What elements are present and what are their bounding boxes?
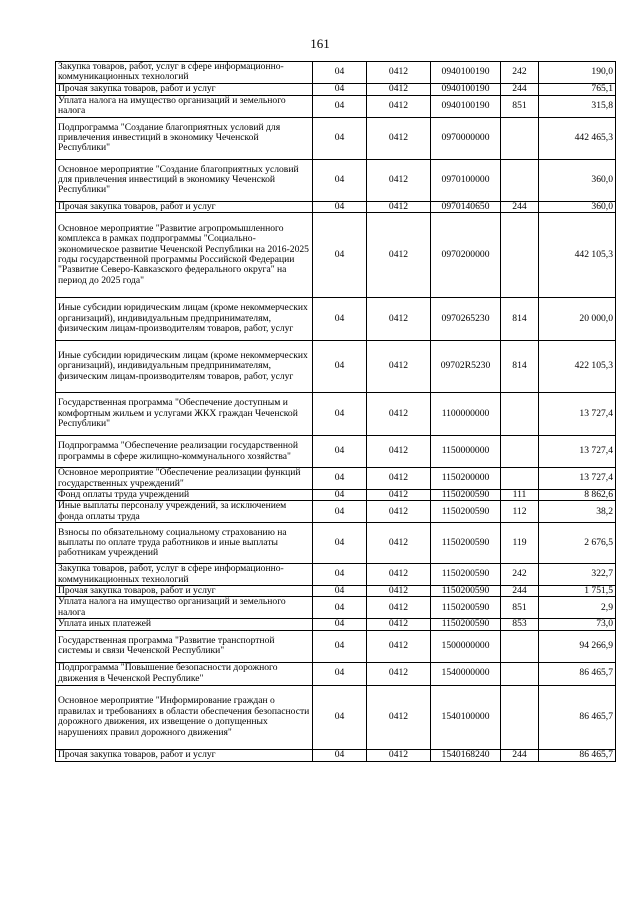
item-name-cell: Основное мероприятие "Развитие агропромышленного комплекса в рамках подпрограммы "Социально-экономическое развитие Чеченской Республики на 2016-2025 годы государственной программы Российской Федерации "Развитие Северо-Кавказского федерального округа" на период до 2025 года"	[56, 213, 313, 298]
amount-cell: 38,2	[539, 501, 616, 523]
subsection-code-cell: 0412	[367, 501, 431, 523]
article-code-cell: 1150200590	[431, 619, 501, 630]
item-name-cell: Уплата налога на имущество организаций и земельного налога	[56, 95, 313, 117]
table-row	[56, 619, 616, 630]
section-code-cell: 04	[313, 619, 367, 630]
amount-cell: 422 105,3	[539, 341, 616, 393]
expense-type-cell: 244	[501, 83, 539, 95]
table-row	[56, 468, 616, 490]
article-code-cell: 1150200590	[431, 523, 501, 564]
article-code-cell: 1500000000	[431, 630, 501, 662]
item-name-cell: Иные выплаты персоналу учреждений, за исключением фонда оплаты труда	[56, 501, 313, 523]
expense-type-cell: 242	[501, 62, 539, 84]
section-code-cell: 04	[313, 501, 367, 523]
article-code-cell: 0970100000	[431, 159, 501, 201]
amount-cell: 322,7	[539, 564, 616, 586]
table-row	[56, 117, 616, 159]
article-code-cell: 1150000000	[431, 436, 501, 468]
amount-cell: 360,0	[539, 201, 616, 212]
subsection-code-cell: 0412	[367, 586, 431, 597]
subsection-code-cell: 0412	[367, 393, 431, 436]
section-code-cell: 04	[313, 62, 367, 84]
amount-cell: 13 727,4	[539, 393, 616, 436]
subsection-code-cell: 0412	[367, 95, 431, 117]
table-row	[56, 490, 616, 501]
subsection-code-cell: 0412	[367, 201, 431, 212]
expense-type-cell: 244	[501, 586, 539, 597]
section-code-cell: 04	[313, 749, 367, 761]
item-name-cell: Прочая закупка товаров, работ и услуг	[56, 201, 313, 212]
subsection-code-cell: 0412	[367, 436, 431, 468]
table-row	[56, 341, 616, 393]
amount-cell: 8 862,6	[539, 490, 616, 501]
section-code-cell: 04	[313, 436, 367, 468]
expense-type-cell: 242	[501, 564, 539, 586]
section-code-cell: 04	[313, 83, 367, 95]
table-row	[56, 62, 616, 84]
amount-cell: 13 727,4	[539, 436, 616, 468]
section-code-cell: 04	[313, 468, 367, 490]
article-code-cell: 0940100190	[431, 62, 501, 84]
item-name-cell: Прочая закупка товаров, работ и услуг	[56, 586, 313, 597]
subsection-code-cell: 0412	[367, 62, 431, 84]
article-code-cell: 0970000000	[431, 117, 501, 159]
amount-cell: 94 266,9	[539, 630, 616, 662]
subsection-code-cell: 0412	[367, 685, 431, 749]
article-code-cell: 0970140650	[431, 201, 501, 212]
article-code-cell: 1540100000	[431, 685, 501, 749]
table-row	[56, 630, 616, 662]
article-code-cell: 1150200000	[431, 468, 501, 490]
item-name-cell: Иные субсидии юридическим лицам (кроме некоммерческих организаций), индивидуальным предпринимателям, физическим лицам-производителям товаров, работ, услуг	[56, 298, 313, 341]
table-row	[56, 298, 616, 341]
section-code-cell: 04	[313, 213, 367, 298]
table-row	[56, 159, 616, 201]
expense-type-cell	[501, 662, 539, 685]
item-name-cell: Закупка товаров, работ, услуг в сфере информационно-коммуникационных технологий	[56, 62, 313, 84]
section-code-cell: 04	[313, 393, 367, 436]
item-name-cell: Фонд оплаты труда учреждений	[56, 490, 313, 501]
expense-type-cell: 112	[501, 501, 539, 523]
item-name-cell: Уплата налога на имущество организаций и земельного налога	[56, 597, 313, 619]
section-code-cell: 04	[313, 523, 367, 564]
article-code-cell: 1150200590	[431, 490, 501, 501]
article-code-cell: 1100000000	[431, 393, 501, 436]
subsection-code-cell: 0412	[367, 749, 431, 761]
article-code-cell: 09702R5230	[431, 341, 501, 393]
subsection-code-cell: 0412	[367, 619, 431, 630]
article-code-cell: 1540000000	[431, 662, 501, 685]
section-code-cell: 04	[313, 564, 367, 586]
expense-type-cell: 814	[501, 341, 539, 393]
section-code-cell: 04	[313, 201, 367, 212]
expense-type-cell	[501, 213, 539, 298]
table-row	[56, 393, 616, 436]
expense-type-cell: 814	[501, 298, 539, 341]
section-code-cell: 04	[313, 341, 367, 393]
expense-type-cell: 244	[501, 201, 539, 212]
article-code-cell: 1150200590	[431, 597, 501, 619]
budget-table	[55, 61, 616, 762]
table-row	[56, 213, 616, 298]
subsection-code-cell: 0412	[367, 564, 431, 586]
amount-cell: 1 751,5	[539, 586, 616, 597]
amount-cell: 442 105,3	[539, 213, 616, 298]
budget-table-body	[56, 62, 616, 762]
expense-type-cell	[501, 159, 539, 201]
article-code-cell: 0970265230	[431, 298, 501, 341]
subsection-code-cell: 0412	[367, 523, 431, 564]
amount-cell: 2 676,5	[539, 523, 616, 564]
amount-cell: 190,0	[539, 62, 616, 84]
table-row	[56, 501, 616, 523]
section-code-cell: 04	[313, 685, 367, 749]
item-name-cell: Прочая закупка товаров, работ и услуг	[56, 749, 313, 761]
section-code-cell: 04	[313, 95, 367, 117]
article-code-cell: 0940100190	[431, 95, 501, 117]
page-number: 161	[310, 36, 330, 51]
article-code-cell: 1150200590	[431, 586, 501, 597]
subsection-code-cell: 0412	[367, 83, 431, 95]
table-row	[56, 83, 616, 95]
amount-cell: 73,0	[539, 619, 616, 630]
item-name-cell: Прочая закупка товаров, работ и услуг	[56, 83, 313, 95]
amount-cell: 13 727,4	[539, 468, 616, 490]
article-code-cell: 1540168240	[431, 749, 501, 761]
expense-type-cell	[501, 468, 539, 490]
subsection-code-cell: 0412	[367, 597, 431, 619]
subsection-code-cell: 0412	[367, 298, 431, 341]
expense-type-cell: 111	[501, 490, 539, 501]
item-name-cell: Основное мероприятие "Обеспечение реализации функций государственных учреждений"	[56, 468, 313, 490]
amount-cell: 765,1	[539, 83, 616, 95]
section-code-cell: 04	[313, 662, 367, 685]
table-row	[56, 597, 616, 619]
table-row	[56, 685, 616, 749]
table-row	[56, 662, 616, 685]
section-code-cell: 04	[313, 490, 367, 501]
amount-cell: 315,8	[539, 95, 616, 117]
table-row	[56, 586, 616, 597]
expense-type-cell: 119	[501, 523, 539, 564]
section-code-cell: 04	[313, 630, 367, 662]
table-row	[56, 436, 616, 468]
subsection-code-cell: 0412	[367, 662, 431, 685]
section-code-cell: 04	[313, 586, 367, 597]
table-row	[56, 95, 616, 117]
article-code-cell: 1150200590	[431, 564, 501, 586]
table-row	[56, 749, 616, 761]
expense-type-cell	[501, 393, 539, 436]
section-code-cell: 04	[313, 159, 367, 201]
expense-type-cell: 851	[501, 95, 539, 117]
item-name-cell: Закупка товаров, работ, услуг в сфере информационно-коммуникационных технологий	[56, 564, 313, 586]
section-code-cell: 04	[313, 298, 367, 341]
expense-type-cell: 853	[501, 619, 539, 630]
expense-type-cell	[501, 685, 539, 749]
item-name-cell: Подпрограмма "Создание благоприятных условий для привлечения инвестиций в экономику Чеченской Республики"	[56, 117, 313, 159]
amount-cell: 360,0	[539, 159, 616, 201]
subsection-code-cell: 0412	[367, 159, 431, 201]
item-name-cell: Основное мероприятие "Информирование граждан о правилах и требованиях в области обеспечения безопасности дорожного движения, их извещение о допущенных нарушениях правил дорожного движения"	[56, 685, 313, 749]
amount-cell: 86 465,7	[539, 662, 616, 685]
article-code-cell: 0940100190	[431, 83, 501, 95]
item-name-cell: Подпрограмма "Повышение безопасности дорожного движения в Чеченской Республике"	[56, 662, 313, 685]
amount-cell: 2,9	[539, 597, 616, 619]
expense-type-cell	[501, 117, 539, 159]
item-name-cell: Иные субсидии юридическим лицам (кроме некоммерческих организаций), индивидуальным предпринимателям, физическим лицам-производителям товаров, работ, услуг	[56, 341, 313, 393]
subsection-code-cell: 0412	[367, 630, 431, 662]
section-code-cell: 04	[313, 597, 367, 619]
subsection-code-cell: 0412	[367, 341, 431, 393]
table-row	[56, 523, 616, 564]
amount-cell: 86 465,7	[539, 749, 616, 761]
expense-type-cell: 851	[501, 597, 539, 619]
table-row	[56, 564, 616, 586]
expense-type-cell: 244	[501, 749, 539, 761]
item-name-cell: Уплата иных платежей	[56, 619, 313, 630]
subsection-code-cell: 0412	[367, 117, 431, 159]
item-name-cell: Взносы по обязательному социальному страхованию на выплаты по оплате труда работников и иные выплаты работникам учреждений	[56, 523, 313, 564]
amount-cell: 442 465,3	[539, 117, 616, 159]
expense-type-cell	[501, 630, 539, 662]
table-row	[56, 201, 616, 212]
expense-type-cell	[501, 436, 539, 468]
subsection-code-cell: 0412	[367, 213, 431, 298]
item-name-cell: Основное мероприятие "Создание благоприятных условий для привлечения инвестиций в экономику Чеченской Республики"	[56, 159, 313, 201]
article-code-cell: 0970200000	[431, 213, 501, 298]
item-name-cell: Подпрограмма "Обеспечение реализации государственной программы в сфере жилищно-коммунального хозяйства"	[56, 436, 313, 468]
subsection-code-cell: 0412	[367, 490, 431, 501]
article-code-cell: 1150200590	[431, 501, 501, 523]
subsection-code-cell: 0412	[367, 468, 431, 490]
item-name-cell: Государственная программа "Обеспечение доступным и комфортным жильем и услугами ЖКХ граждан Чеченской Республики"	[56, 393, 313, 436]
amount-cell: 20 000,0	[539, 298, 616, 341]
item-name-cell: Государственная программа "Развитие транспортной системы и связи Чеченской Республики"	[56, 630, 313, 662]
amount-cell: 86 465,7	[539, 685, 616, 749]
section-code-cell: 04	[313, 117, 367, 159]
